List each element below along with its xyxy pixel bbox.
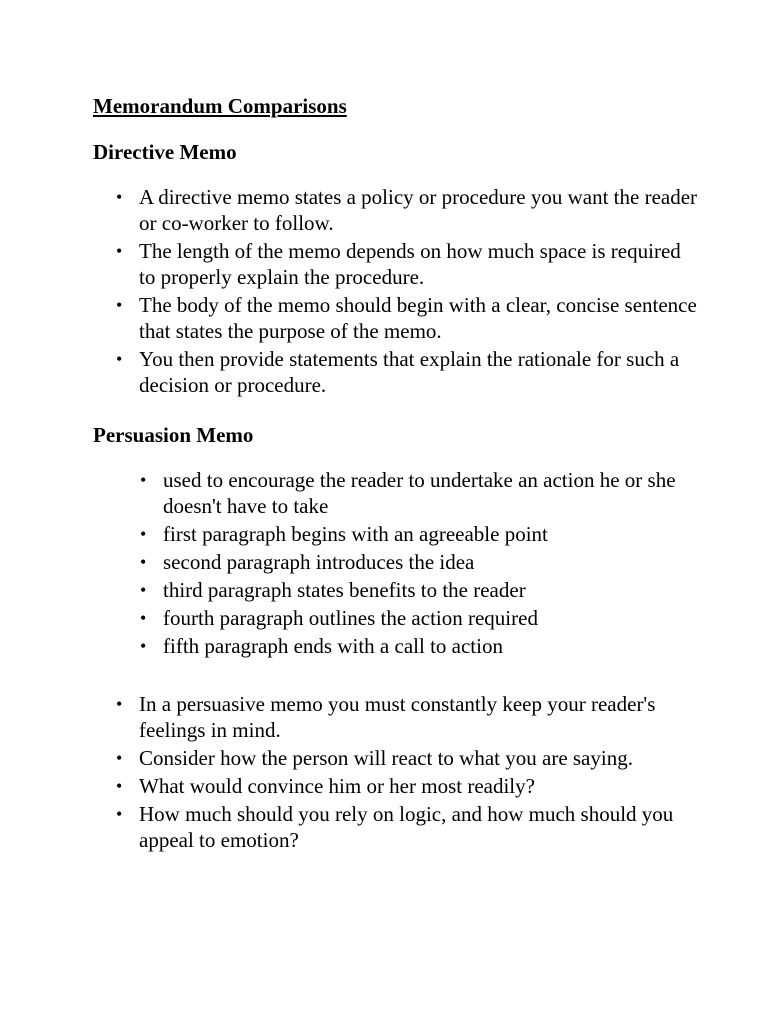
bullet-icon: • [116, 295, 123, 315]
bullet-icon: • [116, 748, 123, 768]
list-item: • fifth paragraph ends with a call to action [140, 634, 503, 658]
bullet-icon: • [140, 470, 147, 490]
bullet-icon: • [116, 804, 123, 824]
list-item: • Consider how the person will react to what you are saying. [116, 746, 633, 770]
document-title: Memorandum Comparisons [93, 94, 347, 118]
persuasion-tips-list [116, 691, 699, 855]
bullet-icon: • [140, 608, 147, 628]
bullet-icon: • [140, 524, 147, 544]
bullet-icon: • [116, 241, 123, 261]
bullet-icon: • [116, 694, 123, 714]
directive-memo-heading: Directive Memo [93, 140, 237, 164]
bullet-icon: • [140, 580, 147, 600]
list-item: • How much should you rely on logic, and how much should you appeal to emotion? [116, 802, 674, 852]
list-item: • In a persuasive memo you must constantly keep your reader's feelings in mind. [116, 692, 656, 742]
list-item: • first paragraph begins with an agreeable point [140, 522, 548, 546]
list-item: • used to encourage the reader to undertake an action he or she doesn't have to take [140, 468, 676, 518]
bullet-icon: • [140, 636, 147, 656]
list-item: • The body of the memo should begin with a clear, concise sentence that states the purpose of the memo. [116, 293, 697, 343]
persuasion-steps-list [140, 467, 703, 661]
bullet-icon: • [116, 776, 123, 796]
directive-memo-list [116, 184, 699, 400]
list-item: • second paragraph introduces the idea [140, 550, 475, 574]
list-item: • third paragraph states benefits to the reader [140, 578, 526, 602]
bullet-icon: • [116, 187, 123, 207]
persuasion-memo-heading: Persuasion Memo [93, 423, 254, 447]
list-item: • You then provide statements that explain the rationale for such a decision or procedure. [116, 347, 680, 397]
bullet-icon: • [116, 349, 123, 369]
list-item: • What would convince him or her most readily? [116, 774, 535, 798]
list-item: • fourth paragraph outlines the action required [140, 606, 538, 630]
list-item: • The length of the memo depends on how much space is required to properly explain the procedure. [116, 239, 681, 289]
list-item: • A directive memo states a policy or procedure you want the reader or co-worker to follow. [116, 185, 698, 235]
bullet-icon: • [140, 552, 147, 572]
